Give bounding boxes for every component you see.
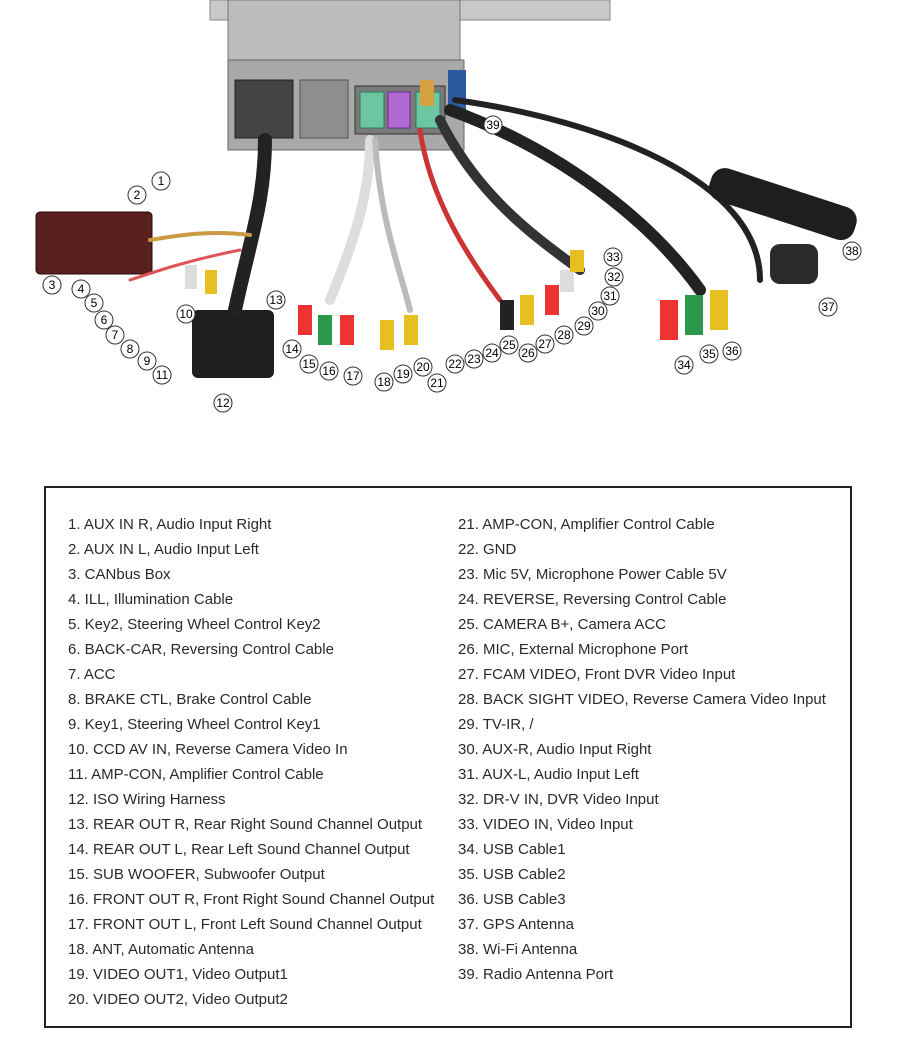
legend-item-10: 10. CCD AV IN, Reverse Camera Video In <box>68 741 348 758</box>
gps-antenna <box>770 244 818 284</box>
callout-label: 35 <box>702 347 716 361</box>
callout-label: 37 <box>821 300 835 314</box>
legend-item-12: 12. ISO Wiring Harness <box>68 791 226 808</box>
callout-12 <box>214 394 232 412</box>
callout-11 <box>153 366 171 384</box>
legend-item-6: 6. BACK-CAR, Reversing Control Cable <box>68 641 334 658</box>
legend-item-31: 31. AUX-L, Audio Input Left <box>458 766 639 783</box>
cables <box>130 100 760 310</box>
legend-item-8: 8. BRAKE CTL, Brake Control Cable <box>68 691 312 708</box>
callout-5 <box>85 294 103 312</box>
callout-10 <box>177 305 195 323</box>
legend-item-30: 30. AUX-R, Audio Input Right <box>458 741 652 758</box>
callout-28 <box>555 326 573 344</box>
legend-item-33: 33. VIDEO IN, Video Input <box>458 816 633 833</box>
callout-30 <box>589 302 607 320</box>
callout-35 <box>700 345 718 363</box>
legend-item-25: 25. CAMERA B+, Camera ACC <box>458 616 666 633</box>
callout-label: 17 <box>346 369 360 383</box>
callout-17 <box>344 367 362 385</box>
legend-item-1: 1. AUX IN R, Audio Input Right <box>68 516 272 533</box>
callout-label: 32 <box>607 270 621 284</box>
legend-item-17: 17. FRONT OUT L, Front Left Sound Channel Output <box>68 916 422 933</box>
legend-item-28: 28. BACK SIGHT VIDEO, Reverse Camera Video Input <box>458 691 826 708</box>
callout-3 <box>43 276 61 294</box>
callout-label: 4 <box>77 282 85 296</box>
callout-13 <box>267 291 285 309</box>
callout-31 <box>601 287 619 305</box>
head-unit <box>210 0 610 150</box>
callout-label: 29 <box>577 319 591 333</box>
legend-item-34: 34. USB Cable1 <box>458 841 566 858</box>
callout-8 <box>121 340 139 358</box>
callout-label: 8 <box>126 342 134 356</box>
callout-label: 18 <box>377 375 391 389</box>
legend-item-13: 13. REAR OUT R, Rear Right Sound Channel Output <box>68 816 423 833</box>
callout-label: 26 <box>521 346 535 360</box>
callout-label: 27 <box>538 337 552 351</box>
legend-item-24: 24. REVERSE, Reversing Control Cable <box>458 591 727 608</box>
callout-2 <box>128 186 146 204</box>
legend-column-right <box>458 512 826 987</box>
callout-label: 14 <box>285 342 299 356</box>
callout-label: 12 <box>216 396 230 410</box>
legend-item-39: 39. Radio Antenna Port <box>458 966 614 983</box>
legend-item-14: 14. REAR OUT L, Rear Left Sound Channel Output <box>68 841 410 858</box>
callout-22 <box>446 355 464 373</box>
legend-item-35: 35. USB Cable2 <box>458 866 566 883</box>
callout-9 <box>138 352 156 370</box>
legend-item-29: 29. TV-IR, / <box>458 716 534 733</box>
callout-24 <box>483 344 501 362</box>
callout-label: 2 <box>133 188 141 202</box>
callout-label: 19 <box>396 367 410 381</box>
legend-item-32: 32. DR-V IN, DVR Video Input <box>458 791 659 808</box>
callout-label: 6 <box>100 313 108 327</box>
legend-item-26: 26. MIC, External Microphone Port <box>458 641 689 658</box>
callout-37 <box>819 298 837 316</box>
callout-label: 22 <box>448 357 462 371</box>
legend-item-18: 18. ANT, Automatic Antenna <box>68 941 254 958</box>
callout-label: 23 <box>467 352 481 366</box>
callout-label: 30 <box>591 304 605 318</box>
callout-6 <box>95 311 113 329</box>
callout-label: 25 <box>502 338 516 352</box>
callout-34 <box>675 356 693 374</box>
wifi-antenna <box>705 164 860 243</box>
legend-item-2: 2. AUX IN L, Audio Input Left <box>68 541 259 558</box>
legend-item-15: 15. SUB WOOFER, Subwoofer Output <box>68 866 325 883</box>
legend-item-20: 20. VIDEO OUT2, Video Output2 <box>68 991 288 1008</box>
legend-column-left <box>68 512 434 1012</box>
callout-25 <box>500 336 518 354</box>
callout-20 <box>414 358 432 376</box>
callout-19 <box>394 365 412 383</box>
callout-label: 38 <box>845 244 859 258</box>
legend-item-4: 4. ILL, Illumination Cable <box>68 591 234 608</box>
legend-item-21: 21. AMP-CON, Amplifier Control Cable <box>458 516 715 533</box>
callout-label: 9 <box>143 354 151 368</box>
callout-label: 36 <box>725 344 739 358</box>
callout-18 <box>375 373 393 391</box>
callout-14 <box>283 340 301 358</box>
legend-item-19: 19. VIDEO OUT1, Video Output1 <box>68 966 288 983</box>
callout-1 <box>152 172 170 190</box>
callout-label: 13 <box>269 293 283 307</box>
legend-item-36: 36. USB Cable3 <box>458 891 566 908</box>
canbus-box <box>36 212 152 274</box>
callout-label: 24 <box>485 346 499 360</box>
callout-label: 28 <box>557 328 571 342</box>
callout-15 <box>300 355 318 373</box>
legend-item-9: 9. Key1, Steering Wheel Control Key1 <box>68 716 321 733</box>
callout-29 <box>575 317 593 335</box>
legend-item-5: 5. Key2, Steering Wheel Control Key2 <box>68 616 321 633</box>
callout-label: 34 <box>677 358 691 372</box>
callout-label: 16 <box>322 364 336 378</box>
legend-item-27: 27. FCAM VIDEO, Front DVR Video Input <box>458 666 736 683</box>
callout-label: 31 <box>603 289 617 303</box>
callout-33 <box>604 248 622 266</box>
legend-box <box>44 486 852 1028</box>
legend-item-11: 11. AMP-CON, Amplifier Control Cable <box>68 766 324 783</box>
legend-item-23: 23. Mic 5V, Microphone Power Cable 5V <box>458 566 727 583</box>
callout-label: 5 <box>90 296 98 310</box>
legend-item-7: 7. ACC <box>68 666 116 683</box>
legend-item-16: 16. FRONT OUT R, Front Right Sound Channel Output <box>68 891 435 908</box>
legend-item-37: 37. GPS Antenna <box>458 916 574 933</box>
callout-label: 20 <box>416 360 430 374</box>
legend-item-22: 22. GND <box>458 541 517 558</box>
callout-16 <box>320 362 338 380</box>
callout-27 <box>536 335 554 353</box>
legend-item-38: 38. Wi-Fi Antenna <box>458 941 578 958</box>
iso-harness <box>192 310 274 378</box>
callout-label: 10 <box>179 307 193 321</box>
callout-label: 33 <box>606 250 620 264</box>
callout-markers <box>43 116 861 412</box>
callout-label: 3 <box>48 278 56 292</box>
callout-39 <box>484 116 502 134</box>
callout-38 <box>843 242 861 260</box>
callout-label: 15 <box>302 357 316 371</box>
callout-7 <box>106 326 124 344</box>
callout-label: 21 <box>430 376 444 390</box>
callout-23 <box>465 350 483 368</box>
callout-label: 1 <box>157 174 165 188</box>
callout-32 <box>605 268 623 286</box>
callout-label: 11 <box>155 368 169 382</box>
callout-21 <box>428 374 446 392</box>
legend-item-3: 3. CANbus Box <box>68 566 171 583</box>
callout-label: 39 <box>486 118 500 132</box>
callout-36 <box>723 342 741 360</box>
callout-26 <box>519 344 537 362</box>
callout-label: 7 <box>111 328 119 342</box>
callout-4 <box>72 280 90 298</box>
wiring-photo <box>0 0 900 470</box>
